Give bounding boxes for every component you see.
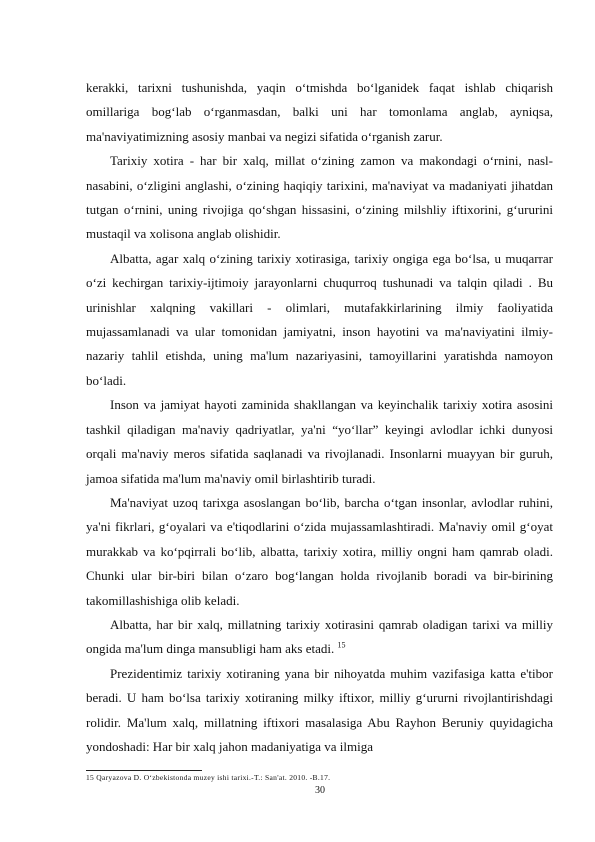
paragraph-4: Inson va jamiyat hayoti zaminida shakllangan va keyinchalik tarixiy xotira asosini tashkil qiladigan ma'naviy qadriyatlar, ya'ni “yo‘llar” keyingi avlodlar ichki dunyosi orqali ma'naviy meros sifatida saqlanadi va rivojlanadi. Insonlarni muayyan bir guruh, jamoa sifatida ma'lum ma'naviy omil birlashtirib turadi.: [86, 397, 553, 486]
footnote-reference[interactable]: 15: [337, 641, 346, 651]
paragraph-7: Prezidentimiz tarixiy xotiraning yana bir nihoyatda muhim vazifasiga katta e'tibor beradi. U ham bo‘lsa tarixiy xotiraning milky iftixor, milliy g‘ururni rivojlantirishdagi rolidir. Ma'lum xalq, millatning iftixori masalasiga Abu Rayhon Beruniy quyidagicha yondoshadi: Har bir xalq jahon madaniyatiga va ilmiga: [86, 665, 553, 754]
paragraph-6: [86, 613, 553, 662]
page-number: 30: [315, 785, 325, 796]
paragraph-3: Albatta, agar xalq o‘zining tarixiy xotirasiga, tarixiy ongiga ega bo‘lsa, u muqarrar o‘zi kechirgan tarixiy-ijtimoiy jarayonlarni chuqurroq tushunadi va talqin qiladi . Bu urinishlar xalqning vakillari - olimlari, mutafakkirlarining ilmiy faoliyatida mujassamlanadi va ular tomonidan jamiyatni, inson hayotini va ma'naviyatini ilmiy-nazariy tahlil etishda, uning ma'lum nazariyasini, tamoyillarini yaratishda namoyon bo‘ladi.: [86, 250, 553, 388]
paragraph-5: Ma'naviyat uzoq tarixga asoslangan bo‘lib, barcha o‘tgan insonlar, avlodlar ruhini, ya'ni fikrlari, g‘oyalari va e'tiqodlarini o‘zida mujassamlashtiradi. Ma'naviy omil g‘oyat murakkab va ko‘pqirrali bo‘lib, albatta, tarixiy xotira, milliy ongni ham qamrab oladi. Chunki ular bir-biri bilan o‘zaro bog‘langan holda rivojlanib boradi va bir-birining takomillashishiga olib keladi.: [86, 494, 553, 608]
paragraph-2: Tarixiy xotira - har bir xalq, millat o‘zining zamon va makondagi o‘rnini, nasl-nasabini, o‘zligini anglashi, o‘zining haqiqiy tarixini, ma'naviyat va madaniyati jihatdan tutgan o‘rnini, uning rivojiga qo‘shgan hissasini, o‘zining milshliy iftixorini, g‘ururini mustaqil va xolisona anglab olishidir.: [86, 153, 553, 242]
document-body: [86, 76, 553, 759]
footnote-divider: [86, 770, 202, 771]
paragraph-1: kerakki, tarixni tushunishda, yaqin o‘tmishda bo‘lganidek faqat ishlab chiqarish omillariga bog‘lab o‘rganmasdan, balki uni har tomonlama anglab, ayniqsa, ma'naviyatimizning asosiy manbai va negizi sifatida o‘rganish zarur.: [86, 80, 553, 144]
footnote-text: 15 Qaryazova D. O‘zbekistonda muzey ishi tarixi.-T.: San'at. 2010. -B.17.: [86, 773, 331, 782]
paragraph-6-text: Albatta, har bir xalq, millatning tarixiy xotirasini qamrab oladigan tarixi va milliy ongida ma'lum dinga mansubligi ham aks etadi.: [86, 616, 553, 657]
